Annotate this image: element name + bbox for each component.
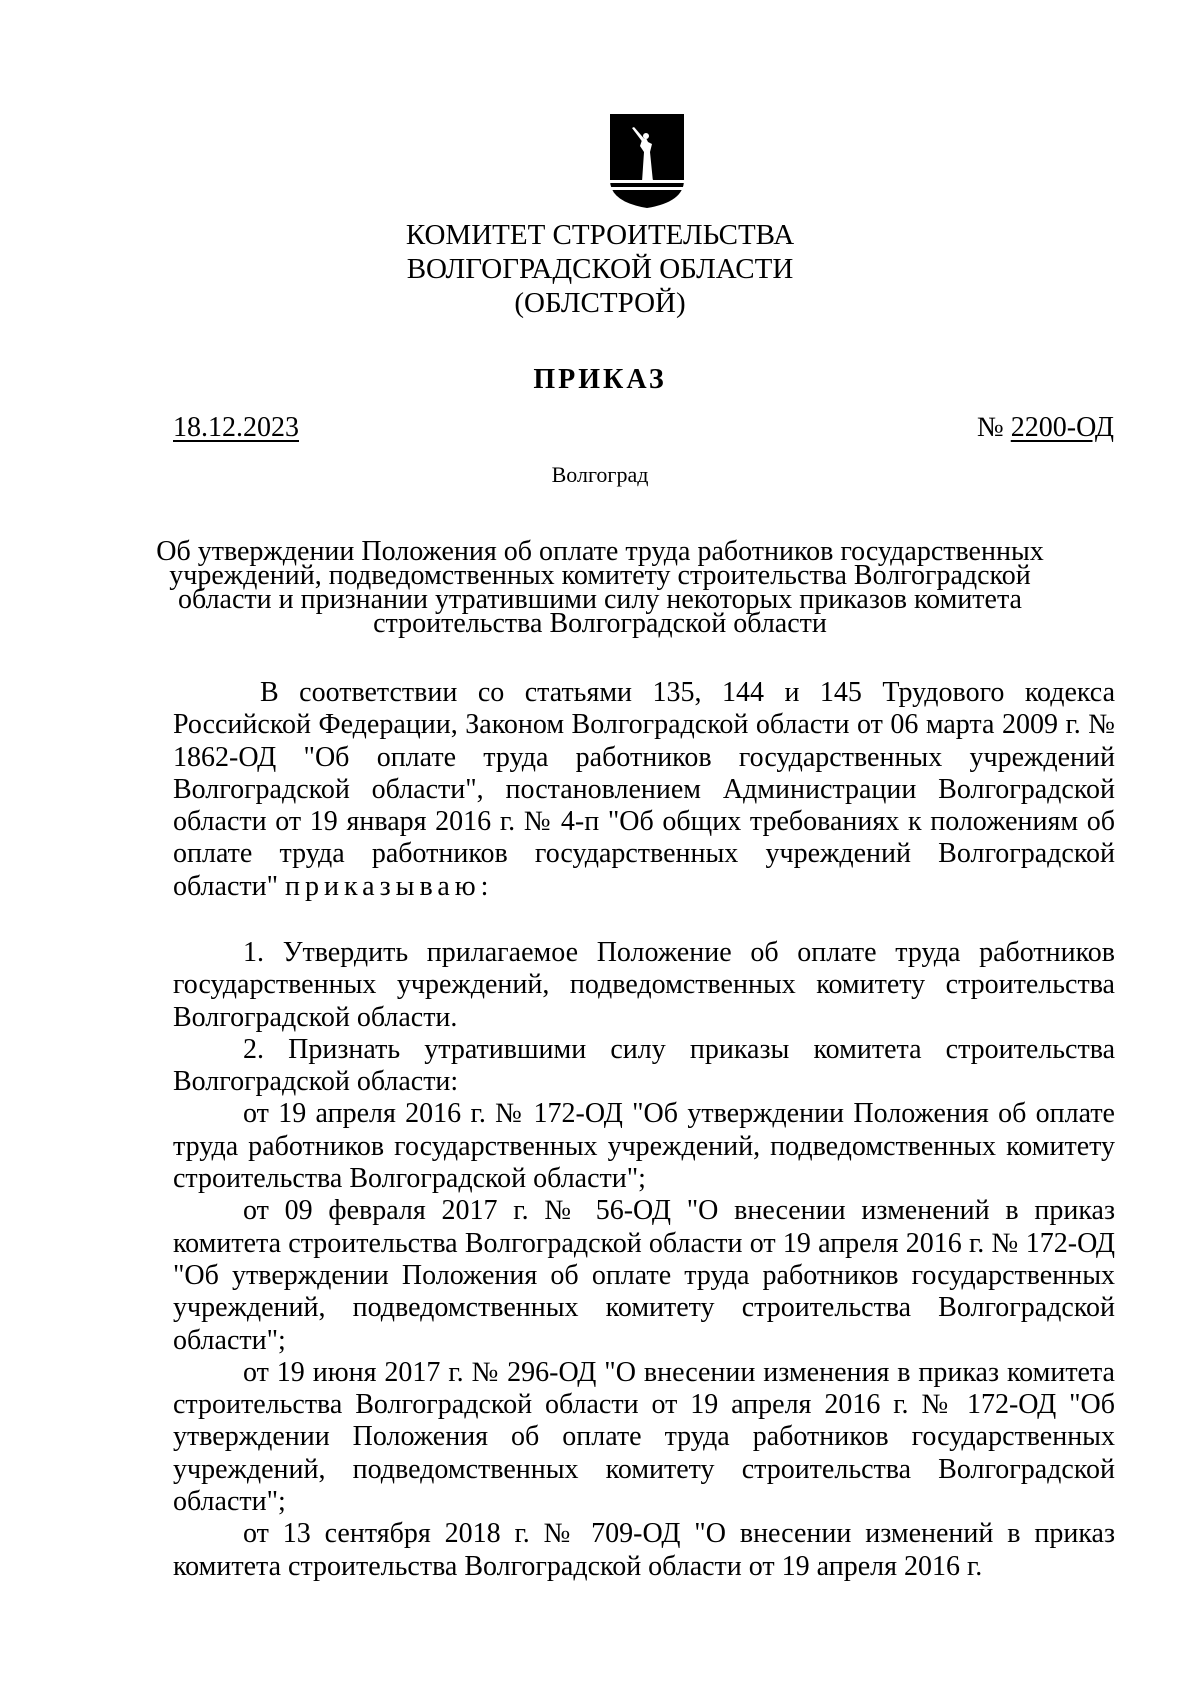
document-type-title: ПРИКАЗ bbox=[533, 364, 667, 395]
preamble-paragraph bbox=[173, 677, 1115, 903]
order-item: от 19 июня 2017 г. № 296-ОД "О внесении изменения в приказ комитета строительства Волгоградской области от 19 апреля 2016 г. № 172-ОД "Об утверждении Положения об оплате труда работников государственных учреждений, подведомственных комитету строительства Волгоградской области"; bbox=[173, 1356, 1115, 1518]
subject-line: области и признании утратившими силу некоторых приказов комитета bbox=[178, 584, 1022, 615]
organization-name-line-1: КОМИТЕТ СТРОИТЕЛЬСТВА bbox=[405, 219, 795, 251]
document-number bbox=[977, 412, 1114, 444]
order-items bbox=[173, 937, 1115, 1583]
order-item: 2. Признать утратившими силу приказы комитета строительства Волгоградской области: bbox=[173, 1033, 1115, 1098]
preamble-text: В соответствии со статьями 135, 144 и 145 Трудового кодекса Российской Федерации, Законом Волгоградской области от 06 марта 2009 г. № 1862-ОД "Об оплате труда работников государственных учреждений Волгоградской области", постановлением Администрации Волгоградской области от 19 января 2016 г. № 4-п "Об общих требованиях к положениям об оплате труда работников государственных учреждений Волгоградской области" bbox=[173, 677, 1115, 902]
number-value: 2200-ОД bbox=[1010, 412, 1114, 443]
order-item: от 19 апреля 2016 г. № 172-ОД "Об утверждении Положения об оплате труда работников государственных учреждений, подведомственных комитету строительства Волгоградской области"; bbox=[173, 1098, 1115, 1195]
order-item: от 09 февраля 2017 г. № 56-ОД "О внесении изменений в приказ комитета строительства Волгоградской области от 19 апреля 2016 г. № 172-ОД "Об утверждении Положения об оплате труда работников государственных учреждений, подведомственных комитету строительства Волгоградской области"; bbox=[173, 1195, 1115, 1356]
organization-name-line-2: ВОЛГОГРАДСКОЙ ОБЛАСТИ bbox=[406, 253, 794, 285]
document-subject bbox=[150, 536, 1050, 639]
subject-line: Об утверждении Положения об оплате труда работников государственных bbox=[156, 536, 1044, 567]
subject-line: строительства Волгоградской области bbox=[373, 608, 827, 639]
volgograd-coat-of-arms-icon bbox=[606, 112, 688, 210]
document-city: Волгоград bbox=[551, 462, 649, 487]
document-date: 18.12.2023 bbox=[173, 412, 299, 443]
subject-line: учреждений, подведомственных комитету строительства Волгоградской bbox=[169, 560, 1031, 591]
order-item: от 13 сентября 2018 г. № 709-ОД "О внесении изменений в приказ комитета строительства Волгоградской области от 19 апреля 2016 г. bbox=[173, 1518, 1115, 1582]
number-prefix: № bbox=[977, 412, 1011, 443]
order-word: приказываю: bbox=[285, 870, 494, 902]
preamble bbox=[173, 677, 1115, 903]
order-item: 1. Утвердить прилагаемое Положение об оплате труда работников государственных учреждений, подведомственных комитету строительства Волгоградской области. bbox=[173, 937, 1115, 1033]
organization-short-name: (ОБЛСТРОЙ) bbox=[514, 287, 686, 319]
